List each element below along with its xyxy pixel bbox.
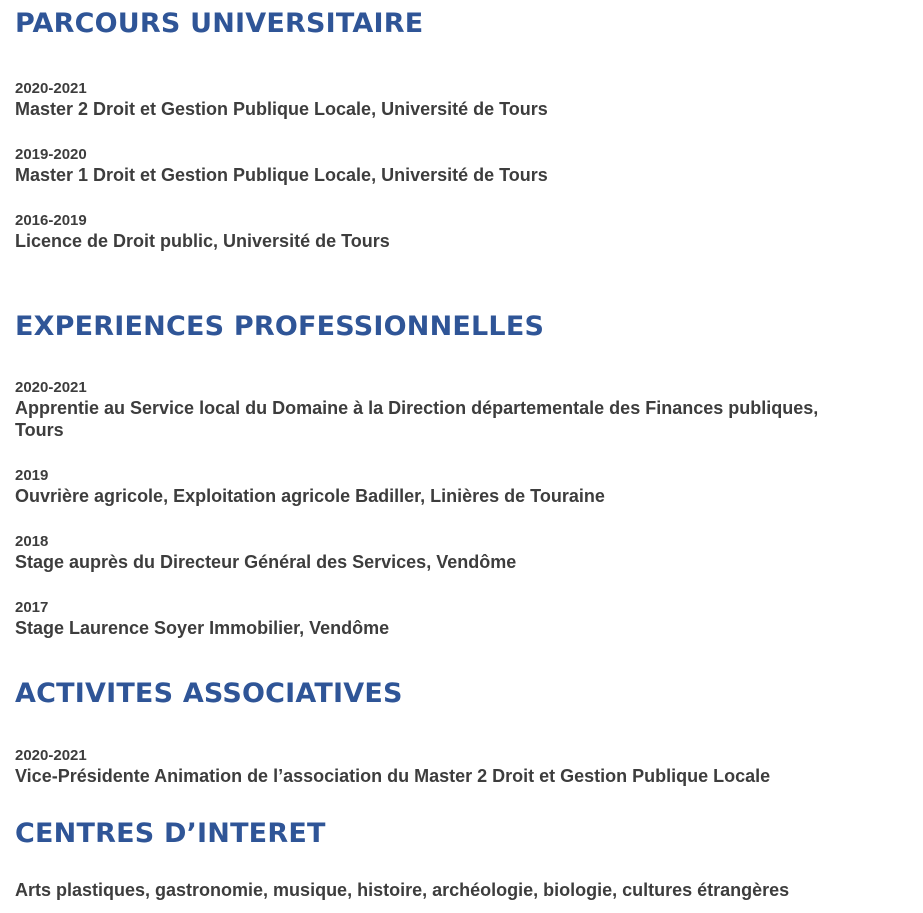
experience-entry — [15, 467, 915, 507]
entry-description: Stage Laurence Soyer Immobilier, Vendôme — [15, 618, 390, 638]
entry-year: 2020-2021 — [15, 379, 87, 396]
interests-entry — [15, 879, 915, 901]
entry-year: 2019 — [15, 467, 49, 484]
education-entry — [15, 80, 915, 120]
section-title-interets: CENTRES D’INTERET — [15, 818, 326, 849]
section-title-experiences: EXPERIENCES PROFESSIONNELLES — [15, 311, 545, 342]
section-title-parcours: PARCOURS UNIVERSITAIRE — [15, 8, 424, 39]
entry-description: Ouvrière agricole, Exploitation agricole Badiller, Linières de Touraine — [15, 486, 605, 506]
experience-entry — [15, 533, 915, 573]
entry-year: 2017 — [15, 599, 49, 616]
association-entry — [15, 747, 915, 787]
experience-entry — [15, 379, 915, 441]
interests-description: Arts plastiques, gastronomie, musique, histoire, archéologie, biologie, cultures étrangères — [15, 880, 790, 900]
entry-year: 2018 — [15, 533, 49, 550]
entry-description: Master 2 Droit et Gestion Publique Locale, Université de Tours — [15, 99, 548, 119]
entry-year: 2016-2019 — [15, 212, 87, 229]
entry-year: 2019-2020 — [15, 146, 87, 163]
entry-description: Stage auprès du Directeur Général des Services, Vendôme — [15, 552, 517, 572]
section-title-activites: ACTIVITES ASSOCIATIVES — [15, 678, 403, 709]
entry-description-line-1: Apprentie au Service local du Domaine à la Direction départementale des Finances publiques, — [15, 398, 819, 418]
education-entry — [15, 146, 915, 186]
education-entry — [15, 212, 915, 252]
entry-description: Master 1 Droit et Gestion Publique Locale, Université de Tours — [15, 165, 548, 185]
entry-year: 2020-2021 — [15, 80, 87, 97]
entry-description: Licence de Droit public, Université de Tours — [15, 231, 390, 251]
entry-year: 2020-2021 — [15, 747, 87, 764]
entry-description: Vice-Présidente Animation de l’association du Master 2 Droit et Gestion Publique Locale — [15, 766, 771, 786]
experience-entry — [15, 599, 915, 639]
entry-description-line-2: Tours — [15, 420, 64, 440]
